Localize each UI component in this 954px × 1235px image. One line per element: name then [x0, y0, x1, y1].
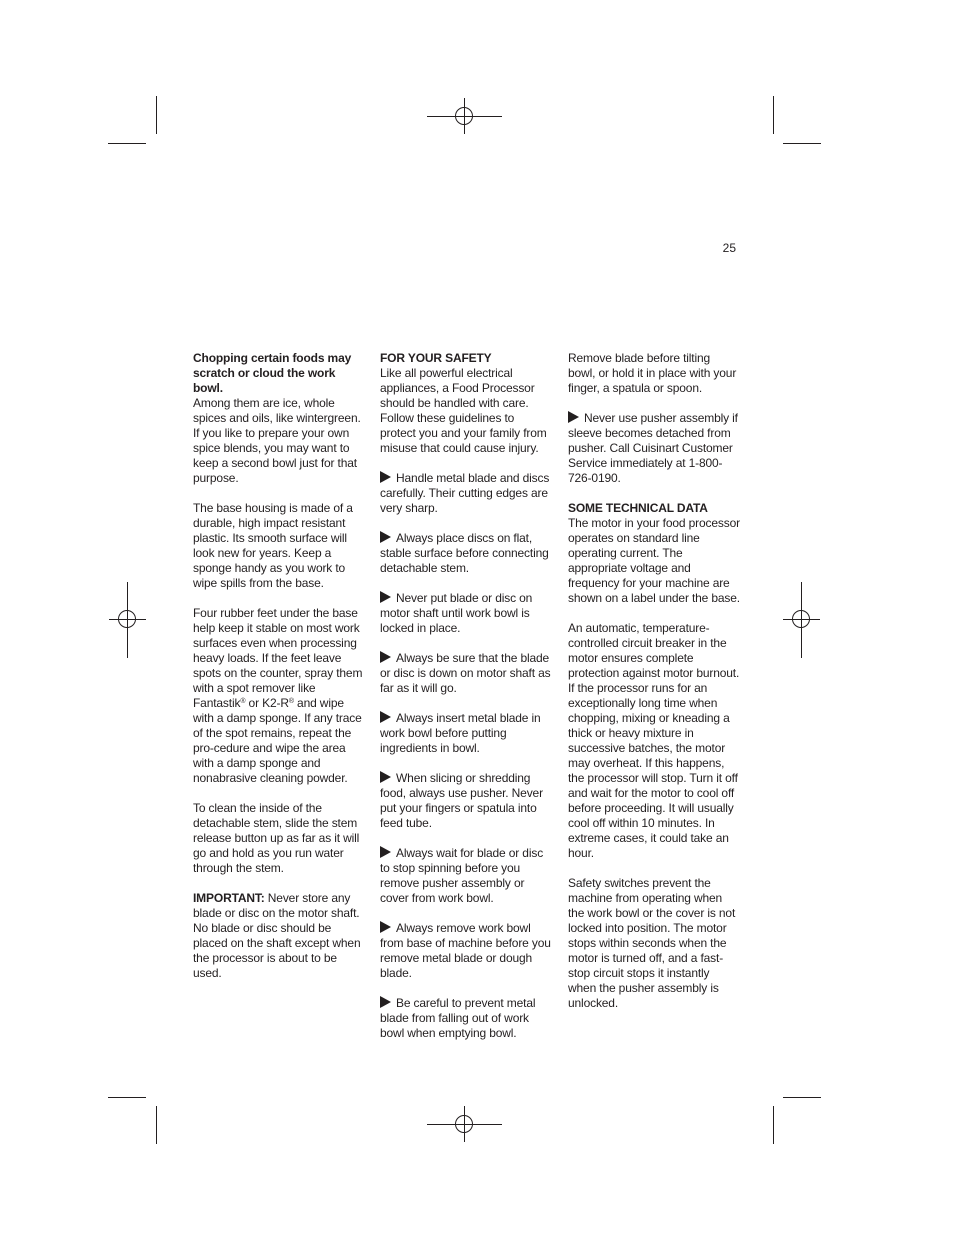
crop-mark — [156, 96, 157, 134]
arrow-bullet-icon — [380, 591, 391, 603]
paragraph-remove-blade: Remove blade before tilting bowl, or hold it in place with your finger, a spatula or spoon. — [568, 351, 737, 395]
column-middle — [380, 351, 552, 1056]
crop-mark — [108, 143, 146, 144]
bullet-text: Never use pusher assembly if sleeve becomes detached from pusher. Call Cuisinart Customer Service immediately at 1-800-726-0190. — [568, 411, 738, 485]
bullet-text: Never put blade or disc on motor shaft until work bowl is locked in place. — [380, 591, 533, 635]
bullet-text: Always remove work bowl from base of machine before you remove metal blade or dough blade. — [380, 921, 551, 980]
technical-section — [568, 501, 740, 606]
paragraph-text: Four rubber feet under the base help keep it stable on most work surfaces even when processing heavy loads. If the feet leave spots on the counter, spray them with a spot remover like Fantastik — [193, 606, 363, 710]
bullet-item — [380, 846, 552, 906]
paragraph-text: Never store any blade or disc on the motor shaft. No blade or disc should be placed on the shaft except when the processor is about to be used. — [193, 891, 361, 980]
bullet-item — [380, 651, 552, 696]
registration-mark — [118, 610, 136, 628]
paragraph-circuit-breaker: An automatic, temperature-controlled circuit breaker in the motor ensures complete protection against motor burnout. If the processor runs for an exceptionally long time when chopping, mixing or kneading a thick or heavy mixture in successive batches, the motor may overheat. If this happens, the processor will stop. Turn it off and wait for the motor to cool off before proceeding. It will usually cool off within 10 minutes. In extreme cases, it could take an hour. — [568, 621, 740, 860]
section-heading: SOME TECHNICAL DATA — [568, 501, 708, 515]
paragraph-detachable-stem: To clean the inside of the detachable stem, slide the stem release button up as far as it will go and hold as you run water through the stem. — [193, 801, 360, 875]
arrow-bullet-icon — [380, 996, 391, 1008]
paragraph-base-housing: The base housing is made of a durable, high impact resistant plastic. Its smooth surface will look new for years. Keep a sponge handy as you work to wipe spills from the base. — [193, 501, 353, 590]
bullet-item — [380, 531, 552, 576]
paragraph-work-bowl — [193, 351, 365, 486]
bullet-item — [380, 471, 552, 516]
page-number: 25 — [722, 241, 736, 255]
bullet-item — [380, 771, 552, 831]
registration-mark — [455, 107, 473, 125]
bullet-text: Always be sure that the blade or disc is down on motor shaft as far as it will go. — [380, 651, 551, 695]
bullet-item — [568, 411, 740, 486]
arrow-bullet-icon — [380, 846, 391, 858]
paragraph-text: Like all powerful electrical appliances, a Food Processor should be handled with care. Follow these guidelines to protect you and your family from misuse that could cause injury. — [380, 366, 547, 455]
arrow-bullet-icon — [380, 651, 391, 663]
crop-mark — [773, 96, 774, 134]
registration-mark — [455, 1115, 473, 1133]
bullet-item — [380, 996, 552, 1041]
section-heading: FOR YOUR SAFETY — [380, 351, 492, 365]
bullet-item — [380, 921, 552, 981]
crop-mark — [773, 1106, 774, 1144]
arrow-bullet-icon — [380, 771, 391, 783]
important-label: IMPORTANT: — [193, 891, 265, 905]
safety-section — [380, 351, 552, 456]
arrow-bullet-icon — [380, 921, 391, 933]
paragraph-text: or K2-R — [245, 696, 289, 710]
registration-mark — [792, 610, 810, 628]
arrow-bullet-icon — [380, 711, 391, 723]
bullet-text: Always wait for blade or disc to stop spinning before you remove pusher assembly or cover from work bowl. — [380, 846, 544, 905]
registered-mark: ® — [288, 698, 294, 705]
crop-mark — [783, 143, 821, 144]
arrow-bullet-icon — [380, 471, 391, 483]
arrow-bullet-icon — [568, 411, 579, 423]
paragraph-text: Among them are ice, whole spices and oils, like wintergreen. If you like to prepare your own spice blends, you may want to keep a second bowl just for that purpose. — [193, 396, 361, 485]
paragraph-text: and wipe with a damp sponge. If any trace of the spot remains, repeat the pro-cedure and wipe the area with a damp sponge and nonabrasive cleaning powder. — [193, 696, 362, 785]
column-left — [193, 351, 365, 996]
crop-mark — [156, 1106, 157, 1144]
column-right — [568, 351, 740, 1026]
paragraph-text: The motor in your food processor operates on standard line operating current. The appropriate voltage and frequency for your machine are shown on a label under the base. — [568, 516, 740, 605]
paragraph-heading: Chopping certain foods may scratch or cloud the work bowl. — [193, 351, 352, 395]
crop-mark — [108, 1097, 146, 1098]
bullet-text: Handle metal blade and discs carefully. Their cutting edges are very sharp. — [380, 471, 550, 515]
paragraph-important — [193, 891, 365, 981]
bullet-text: When slicing or shredding food, always use pusher. Never put your fingers or spatula into feed tube. — [380, 771, 543, 830]
bullet-item — [380, 591, 552, 636]
arrow-bullet-icon — [380, 531, 391, 543]
bullet-item — [380, 711, 552, 756]
registered-mark: ® — [240, 698, 246, 705]
paragraph-safety-switches: Safety switches prevent the machine from operating when the work bowl or the cover is not locked into position. The motor stops within seconds when the motor is turned off, and a fast-stop circuit stops it instantly when the pusher assembly is unlocked. — [568, 876, 736, 1010]
bullet-text: Always insert metal blade in work bowl before putting ingredients in bowl. — [380, 711, 541, 755]
bullet-text: Be careful to prevent metal blade from falling out of work bowl when emptying bowl. — [380, 996, 536, 1040]
bullet-text: Always place discs on flat, stable surface before connecting detachable stem. — [380, 531, 549, 575]
crop-mark — [783, 1097, 821, 1098]
paragraph-rubber-feet — [193, 606, 365, 786]
